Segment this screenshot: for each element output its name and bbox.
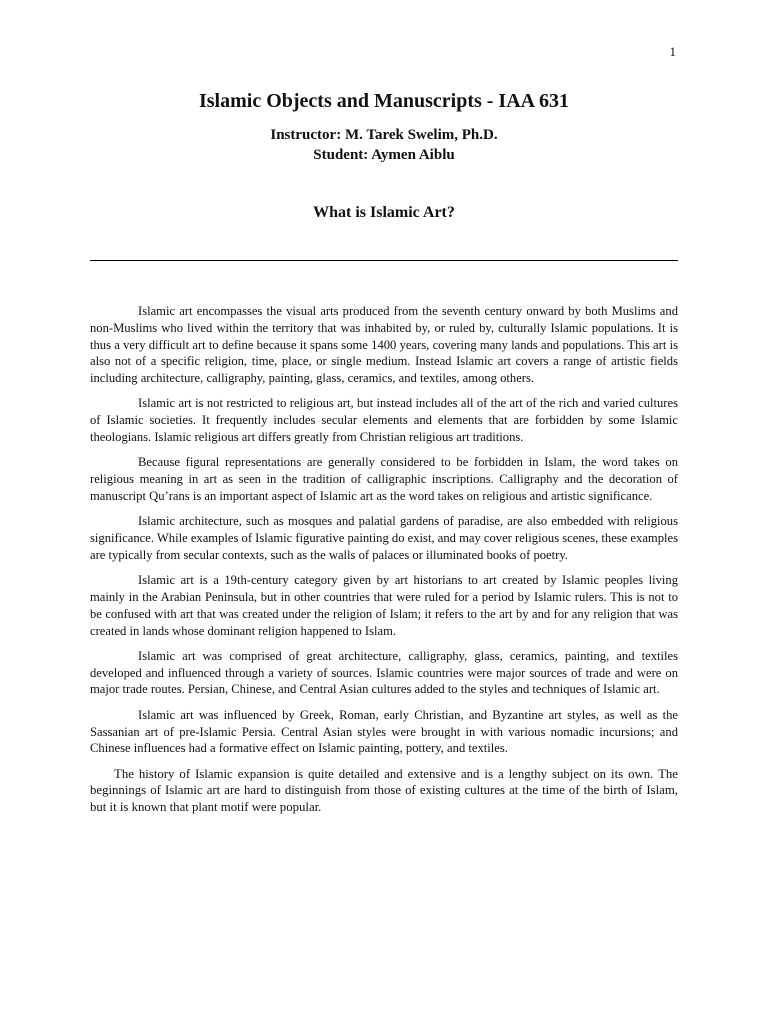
page-number: 1 — [669, 44, 676, 59]
paragraph-2: Islamic art is not restricted to religious art, but instead includes all of the art of the rich and varied cultures of Islamic societies. It frequently includes secular elements and elements that are forbidden by some Islamic theologians. Islamic religious art differs greatly from Christian religious art traditions. — [90, 396, 678, 445]
document-title: Islamic Objects and Manuscripts - IAA 631 — [198, 90, 569, 112]
student-line: Student: Aymen Aiblu — [313, 147, 455, 163]
paragraph-5: Islamic art is a 19th-century category given by art historians to art created by Islamic peoples living mainly in the Arabian Peninsula, but in other countries that were ruled for a period by Islamic rulers. This is not to be confused with art that was created under the religion of Islam; it refers to the art by and for any religion that was created in lands whose dominant religion happened to Islam. — [90, 573, 678, 638]
section-heading: What is Islamic Art? — [313, 204, 455, 221]
paragraph-1: Islamic art encompasses the visual arts produced from the seventh century onward by both Muslims and non-Muslims who lived within the territory that was inhabited by, or ruled by, culturally Islamic populations. It is thus a very difficult art to define because it spans some 1400 years, covering many lands and populations. This art is also not of a specific religion, time, place, or single medium. Instead Islamic art covers a range of artistic fields including architecture, calligraphy, painting, glass, ceramics, and textiles, among others. — [90, 304, 678, 386]
paragraph-7: Islamic art was influenced by Greek, Roman, early Christian, and Byzantine art styles, as well as the Sassanian art of pre-Islamic Persia. Central Asian styles were brought in with various nomadic incursions; and Chinese influences had a formative effect on Islamic painting, pottery, and textiles. — [90, 707, 678, 756]
document-body — [90, 303, 678, 825]
paragraph-4: Islamic architecture, such as mosques and palatial gardens of paradise, are also embedded with religious significance. While examples of Islamic figurative painting do exist, and may cover religious scenes, these examples are typically from secular contexts, such as the walls of palaces or illuminated books of poetry. — [90, 514, 678, 562]
paragraph-8: The history of Islamic expansion is quite detailed and extensive and is a lengthy subject on its own. The beginnings of Islamic art are hard to distinguish from those of existing cultures at the time of the birth of Islam, but it is known that plant motif were popular. — [90, 766, 678, 815]
paragraph-6: Islamic art was comprised of great architecture, calligraphy, glass, ceramics, painting, and textiles developed and influenced through a variety of sources. Islamic countries were major sources of trade and were on major trade routes. Persian, Chinese, and Central Asian cultures added to the styles and techniques of Islamic art. — [90, 648, 678, 697]
paragraph-3: Because figural representations are generally considered to be forbidden in Islam, the word takes on religious meaning in art as seen in the tradition of calligraphic inscriptions. Calligraphy and the decoration of manuscript Qu’rans is an important aspect of Islamic art as the word takes on religious and artistic significance. — [90, 455, 678, 503]
horizontal-rule — [90, 260, 678, 261]
instructor-line: Instructor: M. Tarek Swelim, Ph.D. — [270, 127, 498, 143]
